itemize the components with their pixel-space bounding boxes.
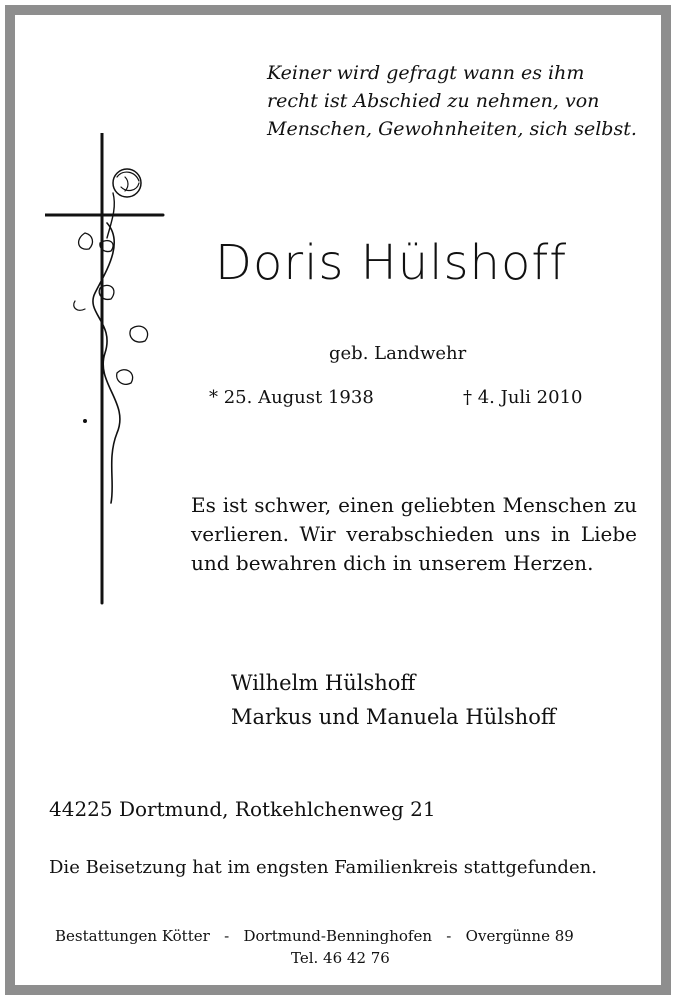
condolence-message: Es ist schwer, einen geliebten Menschen zu verlieren. Wir verabschieden uns in Liebe und bewahren dich in unserem Herzen. [191, 493, 637, 575]
maiden-name: geb. Landwehr [329, 343, 467, 364]
family-address: 44225 Dortmund, Rotkehlchenweg 21 [49, 797, 436, 821]
death-date: † 4. Juli 2010 [463, 387, 583, 408]
notice-body [15, 15, 661, 985]
quote-line-3: Menschen, Gewohnheiten, sich selbst. [267, 118, 637, 140]
birth-date: * 25. August 1938 [209, 387, 374, 408]
mourner-name: Markus und Manuela Hülshoff [231, 705, 556, 729]
mourner-name: Wilhelm Hülshoff [231, 671, 416, 695]
funeral-home-info: Bestattungen Kötter - Dortmund-Benninghofen - Overgünne 89 [55, 927, 574, 945]
border-frame [5, 5, 671, 995]
funeral-home-phone: Tel. 46 42 76 [291, 949, 390, 967]
quote-block [267, 59, 647, 143]
quote-line-1: Keiner wird gefragt wann es ihm [267, 62, 585, 84]
cross-with-rose-icon [45, 133, 185, 613]
quote-line-2: recht ist Abschied zu nehmen, von [267, 90, 600, 112]
funeral-note: Die Beisetzung hat im engsten Familienkreis stattgefunden. [49, 857, 597, 878]
deceased-name: Doris Hülshoff [215, 235, 568, 291]
